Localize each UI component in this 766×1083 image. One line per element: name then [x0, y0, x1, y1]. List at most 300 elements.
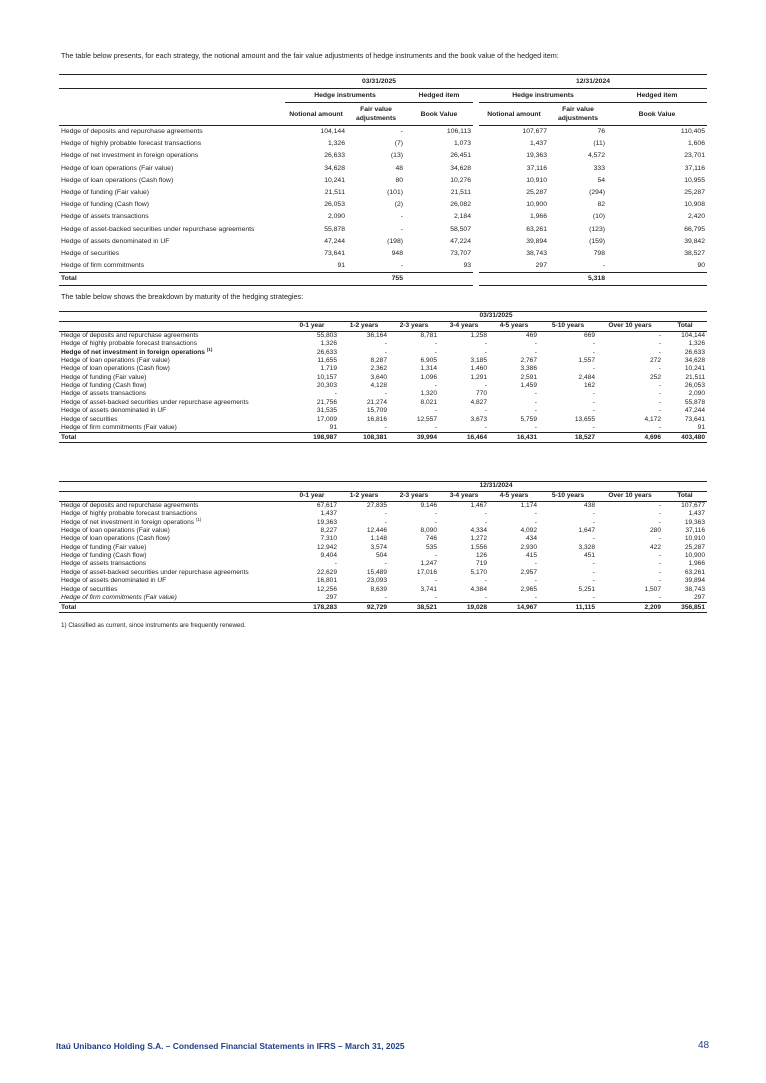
row-label — [59, 585, 285, 593]
row-label: Hedge of funding (Cash flow) — [61, 201, 150, 209]
cell-value: 19,363 — [316, 518, 337, 526]
cell-value: - — [384, 510, 387, 518]
cell-value: 58,507 — [450, 225, 471, 233]
cell-value: 63,261 — [526, 225, 547, 233]
cell-value: 90 — [697, 262, 705, 270]
cell-value: 3,574 — [370, 543, 387, 551]
cell-value: 10,241 — [684, 365, 705, 373]
row-label-text: Hedge of loan operations (Fair value) — [61, 357, 170, 365]
cell-value: - — [534, 423, 537, 431]
table-row — [59, 260, 707, 273]
maturity-col-header: 4-5 years — [489, 492, 539, 502]
row-label-text: Hedge of loan operations (Cash flow) — [61, 535, 170, 543]
cell-value: 5,759 — [520, 415, 537, 423]
table-row — [59, 374, 707, 382]
cell-value: - — [434, 577, 437, 585]
cell-value: - — [658, 382, 661, 390]
cell-value: 1,556 — [470, 543, 487, 551]
maturity-col-header: 1-2 years — [339, 492, 389, 502]
cell-value: 10,276 — [450, 176, 471, 184]
cell-value: 25,287 — [684, 543, 705, 551]
cell-value: 47,244 — [684, 407, 705, 415]
cell-value: 91 — [329, 423, 337, 431]
cell-value: 4,092 — [520, 527, 537, 535]
cell-value: - — [434, 348, 437, 356]
cell-value: 17,016 — [416, 568, 437, 576]
cell-value: 63,261 — [684, 568, 705, 576]
maturity-col-header: 3-4 years — [439, 492, 489, 502]
cell-value: 4,572 — [587, 152, 605, 160]
cell-value: 76 — [597, 128, 605, 136]
cell-value: 107,677 — [522, 128, 547, 136]
col-notional: Notional amount — [479, 103, 549, 126]
cell-value: 12,446 — [366, 527, 387, 535]
cell-value: 1,437 — [529, 140, 547, 148]
cell-value: 1,966 — [529, 213, 547, 221]
row-label-text: Hedge of funding (Cash flow) — [61, 382, 147, 390]
row-label — [59, 346, 285, 357]
maturity-col-header: 2-3 years — [389, 492, 439, 502]
col-fair-value: Fair value adjustments — [347, 103, 405, 126]
cell-value: - — [484, 407, 487, 415]
row-label — [59, 527, 285, 535]
cell-value: 55,878 — [684, 398, 705, 406]
cell-value: 2,484 — [578, 373, 595, 381]
cell-value: - — [534, 577, 537, 585]
maturity-table-2024 — [59, 481, 707, 613]
group-hedged-item: Hedged item — [405, 89, 473, 103]
cell-value: - — [534, 390, 537, 398]
cell-value: 55,878 — [324, 225, 345, 233]
total-value: 18,527 — [539, 433, 597, 443]
cell-value: 1,326 — [327, 140, 345, 148]
footnote-marker: (1) — [195, 516, 202, 522]
cell-value: 1,291 — [470, 373, 487, 381]
cell-value: (294) — [589, 189, 605, 197]
row-label-text: Hedge of net investment in foreign operations — [61, 348, 205, 356]
total-row: Total 755 5,318 — [59, 273, 707, 286]
cell-value: 13,655 — [574, 415, 595, 423]
total-row: Total 178,283 92,729 38,521 19,028 14,967 11,115 2,209 356,851 — [59, 603, 707, 613]
cell-value: - — [592, 390, 595, 398]
total-fair-value-2025: 755 — [347, 273, 405, 286]
cell-value: 1,437 — [320, 510, 337, 518]
cell-value: 798 — [593, 249, 605, 257]
cell-value: 16,816 — [366, 415, 387, 423]
cell-value: - — [434, 510, 437, 518]
cell-value: 4,384 — [470, 585, 487, 593]
total-value: 14,967 — [489, 603, 539, 613]
cell-value: - — [434, 423, 437, 431]
row-label — [59, 594, 285, 603]
group-hedge-instruments: Hedge instruments — [285, 89, 405, 103]
cell-value: 20,303 — [316, 382, 337, 390]
table-row — [59, 415, 707, 423]
table-row — [59, 236, 707, 248]
col-book-value: Book Value — [607, 103, 707, 126]
cell-value: 5,251 — [578, 585, 595, 593]
cell-value: 2,090 — [688, 390, 705, 398]
total-value: 4,696 — [597, 433, 663, 443]
row-label-text: Hedge of loan operations (Cash flow) — [61, 365, 170, 373]
table-row — [59, 365, 707, 373]
cell-value: - — [484, 518, 487, 526]
maturity-col-header: Over 10 years — [597, 492, 663, 502]
maturity-col-header: Over 10 years — [597, 322, 663, 332]
cell-value: - — [658, 390, 661, 398]
cell-value: - — [484, 593, 487, 601]
cell-value: - — [592, 560, 595, 568]
cell-value: 8,639 — [370, 585, 387, 593]
table-row — [59, 544, 707, 552]
cell-value: - — [658, 332, 661, 340]
cell-value: 1,096 — [420, 373, 437, 381]
cell-value: 38,527 — [684, 249, 705, 257]
cell-value: 4,128 — [370, 382, 387, 390]
cell-value: - — [400, 225, 403, 233]
maturity-col-header: 2-3 years — [389, 322, 439, 332]
cell-value: 104,144 — [320, 128, 345, 136]
cell-value: 280 — [649, 527, 661, 535]
cell-value: 10,955 — [684, 176, 705, 184]
row-label: Hedge of firm commitments — [61, 262, 145, 270]
cell-value: 55,803 — [316, 332, 337, 340]
row-label — [59, 407, 285, 415]
row-label: Hedge of loan operations (Cash flow) — [61, 176, 174, 184]
cell-value: 8,090 — [420, 527, 437, 535]
cell-value: 126 — [475, 552, 487, 560]
cell-value: - — [334, 390, 337, 398]
cell-value: - — [658, 510, 661, 518]
cell-value: 23,093 — [366, 577, 387, 585]
cell-value: 107,677 — [681, 502, 705, 510]
table-row — [59, 332, 707, 341]
cell-value: 297 — [535, 262, 547, 270]
row-label: Hedge of asset-backed securities under repurchase agreements — [61, 225, 255, 233]
row-label-text: Hedge of assets transactions — [61, 390, 147, 398]
cell-value: 2,420 — [687, 213, 705, 221]
cell-value: 1,606 — [687, 140, 705, 148]
notional-fair-value-table — [59, 74, 707, 286]
cell-value: 23,701 — [684, 152, 705, 160]
cell-value: 1,073 — [453, 140, 471, 148]
cell-value: - — [400, 128, 403, 136]
cell-value: - — [592, 398, 595, 406]
cell-value: 438 — [583, 502, 595, 510]
maturity-col-header: Total — [663, 322, 707, 332]
total-fair-value-2024: 5,318 — [549, 273, 607, 286]
row-label-text: Hedge of assets denominated in UF — [61, 407, 167, 415]
cell-value: - — [592, 423, 595, 431]
intro-text-maturity: The table below shows the breakdown by maturity of the hedging strategies: — [61, 292, 304, 301]
cell-value: - — [434, 593, 437, 601]
cell-value: 1,314 — [420, 365, 437, 373]
table-row — [59, 399, 707, 407]
cell-value: 26,053 — [324, 201, 345, 209]
cell-value: 948 — [391, 249, 403, 257]
total-value: 356,851 — [663, 603, 707, 613]
row-label — [59, 374, 285, 382]
maturity-col-header: 5-10 years — [539, 322, 597, 332]
table-row — [59, 577, 707, 585]
row-label-text: Hedge of asset-backed securities under repurchase agreements — [61, 568, 249, 576]
cell-value: - — [484, 348, 487, 356]
cell-value: 36,164 — [366, 332, 387, 340]
cell-value: 272 — [649, 357, 661, 365]
cell-value: - — [534, 340, 537, 348]
cell-value: 15,489 — [366, 568, 387, 576]
table-row — [59, 349, 707, 357]
row-label-text: Hedge of deposits and repurchase agreements — [61, 332, 199, 340]
cell-value: 4,827 — [470, 398, 487, 406]
cell-value: 415 — [525, 552, 537, 560]
cell-value: 2,767 — [520, 357, 537, 365]
maturity-col-header: 5-10 years — [539, 492, 597, 502]
cell-value: - — [434, 518, 437, 526]
cell-value: 1,258 — [470, 332, 487, 340]
row-label-text: Hedge of securities — [61, 415, 118, 423]
cell-value: 504 — [375, 552, 387, 560]
row-label — [59, 544, 285, 552]
cell-value: 47,244 — [324, 237, 345, 245]
table-row — [59, 535, 707, 543]
cell-value: - — [592, 365, 595, 373]
total-value: 198,987 — [285, 433, 339, 443]
row-label — [59, 390, 285, 398]
cell-value: - — [658, 348, 661, 356]
cell-value: 48 — [395, 164, 403, 172]
cell-value: - — [658, 535, 661, 543]
cell-value: - — [658, 398, 661, 406]
cell-value: 12,942 — [316, 543, 337, 551]
cell-value: - — [434, 552, 437, 560]
cell-value: 3,386 — [520, 365, 537, 373]
row-label: Hedge of assets denominated in UF — [61, 237, 170, 245]
cell-value: 10,157 — [316, 373, 337, 381]
maturity-table-2025 — [59, 311, 707, 443]
cell-value: 2,930 — [520, 543, 537, 551]
cell-value: 333 — [593, 164, 605, 172]
cell-value: 93 — [463, 262, 471, 270]
cell-value: 21,511 — [685, 373, 705, 381]
row-label — [59, 382, 285, 390]
cell-value: 2,184 — [453, 213, 471, 221]
cell-value: 8,021 — [420, 398, 437, 406]
cell-value: 82 — [597, 201, 605, 209]
cell-value: 39,894 — [684, 577, 705, 585]
cell-value: - — [592, 535, 595, 543]
row-label-text: Hedge of securities — [61, 585, 118, 593]
cell-value: 162 — [583, 382, 595, 390]
cell-value: - — [484, 340, 487, 348]
cell-value: - — [658, 518, 661, 526]
cell-value: - — [602, 262, 605, 270]
total-value: 2,209 — [597, 603, 663, 613]
date-header-2025: 03/31/2025 — [285, 75, 473, 89]
cell-value: 17,009 — [316, 415, 337, 423]
cell-value: 535 — [425, 543, 437, 551]
col-book-value: Book Value — [405, 103, 473, 126]
cell-value: 34,628 — [324, 164, 345, 172]
maturity-col-header: 3-4 years — [439, 322, 489, 332]
table-row — [59, 175, 707, 187]
col-notional: Notional amount — [285, 103, 347, 126]
cell-value: 11,655 — [317, 357, 337, 365]
cell-value: - — [658, 593, 661, 601]
total-value: 16,464 — [439, 433, 489, 443]
cell-value: 80 — [395, 176, 403, 184]
cell-value: 10,900 — [526, 201, 547, 209]
maturity-col-header: 0-1 year — [285, 322, 339, 332]
cell-value: 2,965 — [520, 585, 537, 593]
cell-value: 25,287 — [684, 189, 705, 197]
cell-value: 19,363 — [684, 518, 705, 526]
row-label-text: Hedge of highly probable forecast transactions — [61, 340, 197, 348]
table-row — [59, 527, 707, 535]
cell-value: - — [400, 262, 403, 270]
table-row — [59, 424, 707, 433]
cell-value: - — [484, 510, 487, 518]
footnote: 1) Classified as current, since instruments are frequently renewed. — [61, 622, 246, 629]
page-footer: Itaú Unibanco Holding S.A. – Condensed Financial Statements in IFRS – March 31, 2025 — [56, 1041, 405, 1051]
cell-value: 297 — [325, 593, 337, 601]
cell-value: 26,053 — [684, 382, 705, 390]
row-label: Hedge of net investment in foreign operations — [61, 152, 199, 160]
cell-value: - — [658, 568, 661, 576]
cell-value: 21,756 — [316, 398, 337, 406]
table-row — [59, 199, 707, 211]
col-fair-value: Fair value adjustments — [549, 103, 607, 126]
cell-value: 26,082 — [450, 201, 471, 209]
cell-value: 1,326 — [320, 340, 337, 348]
cell-value: 10,900 — [684, 552, 705, 560]
cell-value: (198) — [387, 237, 403, 245]
total-value: 92,729 — [339, 603, 389, 613]
cell-value: 3,640 — [370, 373, 387, 381]
cell-value: 1,272 — [470, 535, 487, 543]
cell-value: 1,719 — [320, 365, 337, 373]
cell-value: - — [534, 398, 537, 406]
row-label — [59, 365, 285, 373]
cell-value: - — [400, 213, 403, 221]
cell-value: - — [658, 365, 661, 373]
cell-value: 73,641 — [684, 415, 705, 423]
cell-value: 21,274 — [366, 398, 387, 406]
cell-value: 16,801 — [316, 577, 337, 585]
row-label — [59, 569, 285, 577]
cell-value: 38,743 — [526, 249, 547, 257]
cell-value: 106,113 — [446, 128, 471, 136]
cell-value: - — [592, 510, 595, 518]
cell-value: - — [484, 382, 487, 390]
table-row — [59, 510, 707, 518]
cell-value: - — [434, 340, 437, 348]
cell-value: 746 — [425, 535, 437, 543]
cell-value: 2,090 — [327, 213, 345, 221]
row-label-text: Hedge of assets transactions — [61, 560, 147, 568]
row-label: Hedge of loan operations (Fair value) — [61, 164, 174, 172]
cell-value: 66,795 — [684, 225, 705, 233]
cell-value: 47,224 — [450, 237, 471, 245]
table-row — [59, 502, 707, 511]
total-value: 108,381 — [339, 433, 389, 443]
cell-value: 26,633 — [684, 348, 705, 356]
cell-value: - — [534, 348, 537, 356]
row-label — [59, 357, 285, 365]
cell-value: (10) — [592, 213, 605, 221]
cell-value: - — [534, 560, 537, 568]
cell-value: - — [384, 390, 387, 398]
cell-value: 669 — [583, 332, 595, 340]
row-label — [59, 560, 285, 568]
row-label-text: Hedge of funding (Fair value) — [61, 543, 147, 551]
cell-value: 8,227 — [320, 527, 337, 535]
row-label — [59, 502, 285, 511]
cell-value: 9,404 — [320, 552, 337, 560]
cell-value: 8,781 — [420, 332, 437, 340]
cell-value: - — [592, 577, 595, 585]
cell-value: 110,405 — [680, 128, 705, 136]
cell-value: 10,910 — [684, 535, 705, 543]
maturity-date-header: 12/31/2024 — [285, 482, 707, 492]
row-label — [59, 415, 285, 423]
cell-value: - — [592, 518, 595, 526]
cell-value: 4,334 — [470, 527, 487, 535]
table-row — [59, 126, 707, 139]
cell-value: 15,709 — [366, 407, 387, 415]
cell-value: 34,628 — [684, 357, 705, 365]
cell-value: (11) — [593, 140, 605, 148]
cell-value: 19,363 — [526, 152, 547, 160]
cell-value: - — [658, 423, 661, 431]
cell-value: 1,437 — [688, 510, 705, 518]
cell-value: (159) — [589, 237, 605, 245]
cell-value: - — [484, 577, 487, 585]
total-value: 11,115 — [539, 603, 597, 613]
intro-text-notional: The table below presents, for each strategy, the notional amount and the fair value adjustments of hedge instruments and the book value of the hedged item: — [61, 51, 559, 60]
cell-value: 67,617 — [316, 502, 337, 510]
cell-value: - — [658, 502, 661, 510]
cell-value: 1,647 — [578, 527, 595, 535]
cell-value: 8,287 — [370, 357, 387, 365]
table-row — [59, 248, 707, 260]
cell-value: 38,743 — [684, 585, 705, 593]
cell-value: 37,116 — [684, 164, 705, 172]
cell-value: 21,511 — [450, 189, 471, 197]
total-value: 19,028 — [439, 603, 489, 613]
maturity-col-header: Total — [663, 492, 707, 502]
cell-value: 37,116 — [526, 164, 547, 172]
cell-value: 3,328 — [578, 543, 595, 551]
cell-value: 6,905 — [420, 357, 437, 365]
cell-value: - — [592, 593, 595, 601]
cell-value: - — [592, 340, 595, 348]
row-label-text: Hedge of firm commitments (Fair value) — [61, 423, 177, 431]
cell-value: - — [384, 348, 387, 356]
table-row — [59, 224, 707, 236]
cell-value: - — [658, 552, 661, 560]
cell-value: 1,557 — [578, 357, 595, 365]
maturity-col-header: 0-1 year — [285, 492, 339, 502]
cell-value: 25,287 — [526, 189, 547, 197]
cell-value: - — [384, 423, 387, 431]
cell-value: - — [658, 560, 661, 568]
total-value: 38,521 — [389, 603, 439, 613]
row-label-text: Hedge of assets denominated in UF — [61, 577, 167, 585]
cell-value: - — [384, 340, 387, 348]
total-row: Total 198,987 108,381 39,994 16,464 16,431 18,527 4,696 403,480 — [59, 433, 707, 443]
row-label-text: Hedge of asset-backed securities under repurchase agreements — [61, 398, 249, 406]
